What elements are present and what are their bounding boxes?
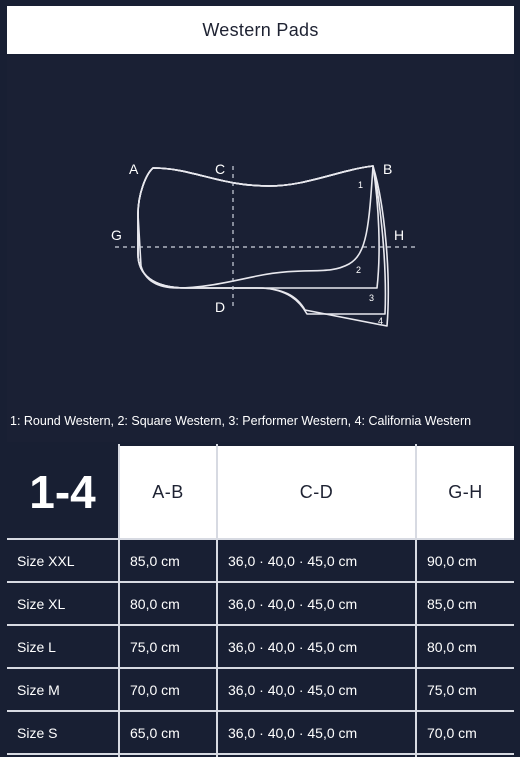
pad-outline-3 bbox=[138, 166, 385, 314]
point-label-d: D bbox=[215, 299, 226, 315]
point-label-h: H bbox=[394, 227, 405, 243]
row-gh-value: 85,0 cm bbox=[427, 595, 477, 612]
row-cd-value: 36,0 · 40,0 · 45,0 cm bbox=[228, 552, 358, 569]
column-header-cd: C-D bbox=[218, 446, 415, 538]
row-gh-value: 80,0 cm bbox=[427, 638, 477, 655]
page-title: Western Pads bbox=[7, 6, 514, 54]
row-ab-value: 80,0 cm bbox=[130, 595, 180, 612]
point-label-g: G bbox=[111, 227, 122, 243]
pad-outline-4 bbox=[138, 166, 388, 326]
pad-outline-2 bbox=[138, 166, 379, 288]
pad-shape-diagram bbox=[7, 56, 514, 442]
row-size-label: Size M bbox=[17, 681, 60, 698]
row-cd-value: 36,0 · 40,0 · 45,0 cm bbox=[228, 724, 358, 741]
row-size-label: Size L bbox=[17, 638, 56, 655]
shape-number-2: 2 bbox=[356, 265, 362, 275]
row-size-label: Size XXL bbox=[17, 552, 75, 569]
diagram-caption: 1: Round Western, 2: Square Western, 3: Performer Western, 4: California Western bbox=[10, 414, 472, 428]
row-cd-value: 36,0 · 40,0 · 45,0 cm bbox=[228, 638, 358, 655]
shape-number-3: 3 bbox=[369, 293, 375, 303]
row-size-label: Size S bbox=[17, 724, 58, 741]
shape-number-1: 1 bbox=[358, 180, 364, 190]
point-label-b: B bbox=[383, 161, 393, 177]
table-corner-label: 1-4 bbox=[7, 446, 118, 538]
row-gh-value: 70,0 cm bbox=[427, 724, 477, 741]
point-label-c: C bbox=[215, 161, 226, 177]
column-header-gh: G-H bbox=[417, 446, 514, 538]
row-cd-value: 36,0 · 40,0 · 45,0 cm bbox=[228, 595, 358, 612]
row-ab-value: 75,0 cm bbox=[130, 638, 180, 655]
row-gh-value: 90,0 cm bbox=[427, 552, 477, 569]
row-divider bbox=[7, 753, 514, 755]
row-ab-value: 65,0 cm bbox=[130, 724, 180, 741]
row-gh-value: 75,0 cm bbox=[427, 681, 477, 698]
pad-outline-1 bbox=[138, 166, 373, 288]
shape-number-4: 4 bbox=[378, 316, 384, 326]
pad-outline-svg bbox=[7, 56, 514, 442]
row-ab-value: 85,0 cm bbox=[130, 552, 180, 569]
column-header-ab: A-B bbox=[120, 446, 216, 538]
row-cd-value: 36,0 · 40,0 · 45,0 cm bbox=[228, 681, 358, 698]
row-size-label: Size XL bbox=[17, 595, 66, 612]
point-label-a: A bbox=[129, 161, 139, 177]
row-ab-value: 70,0 cm bbox=[130, 681, 180, 698]
